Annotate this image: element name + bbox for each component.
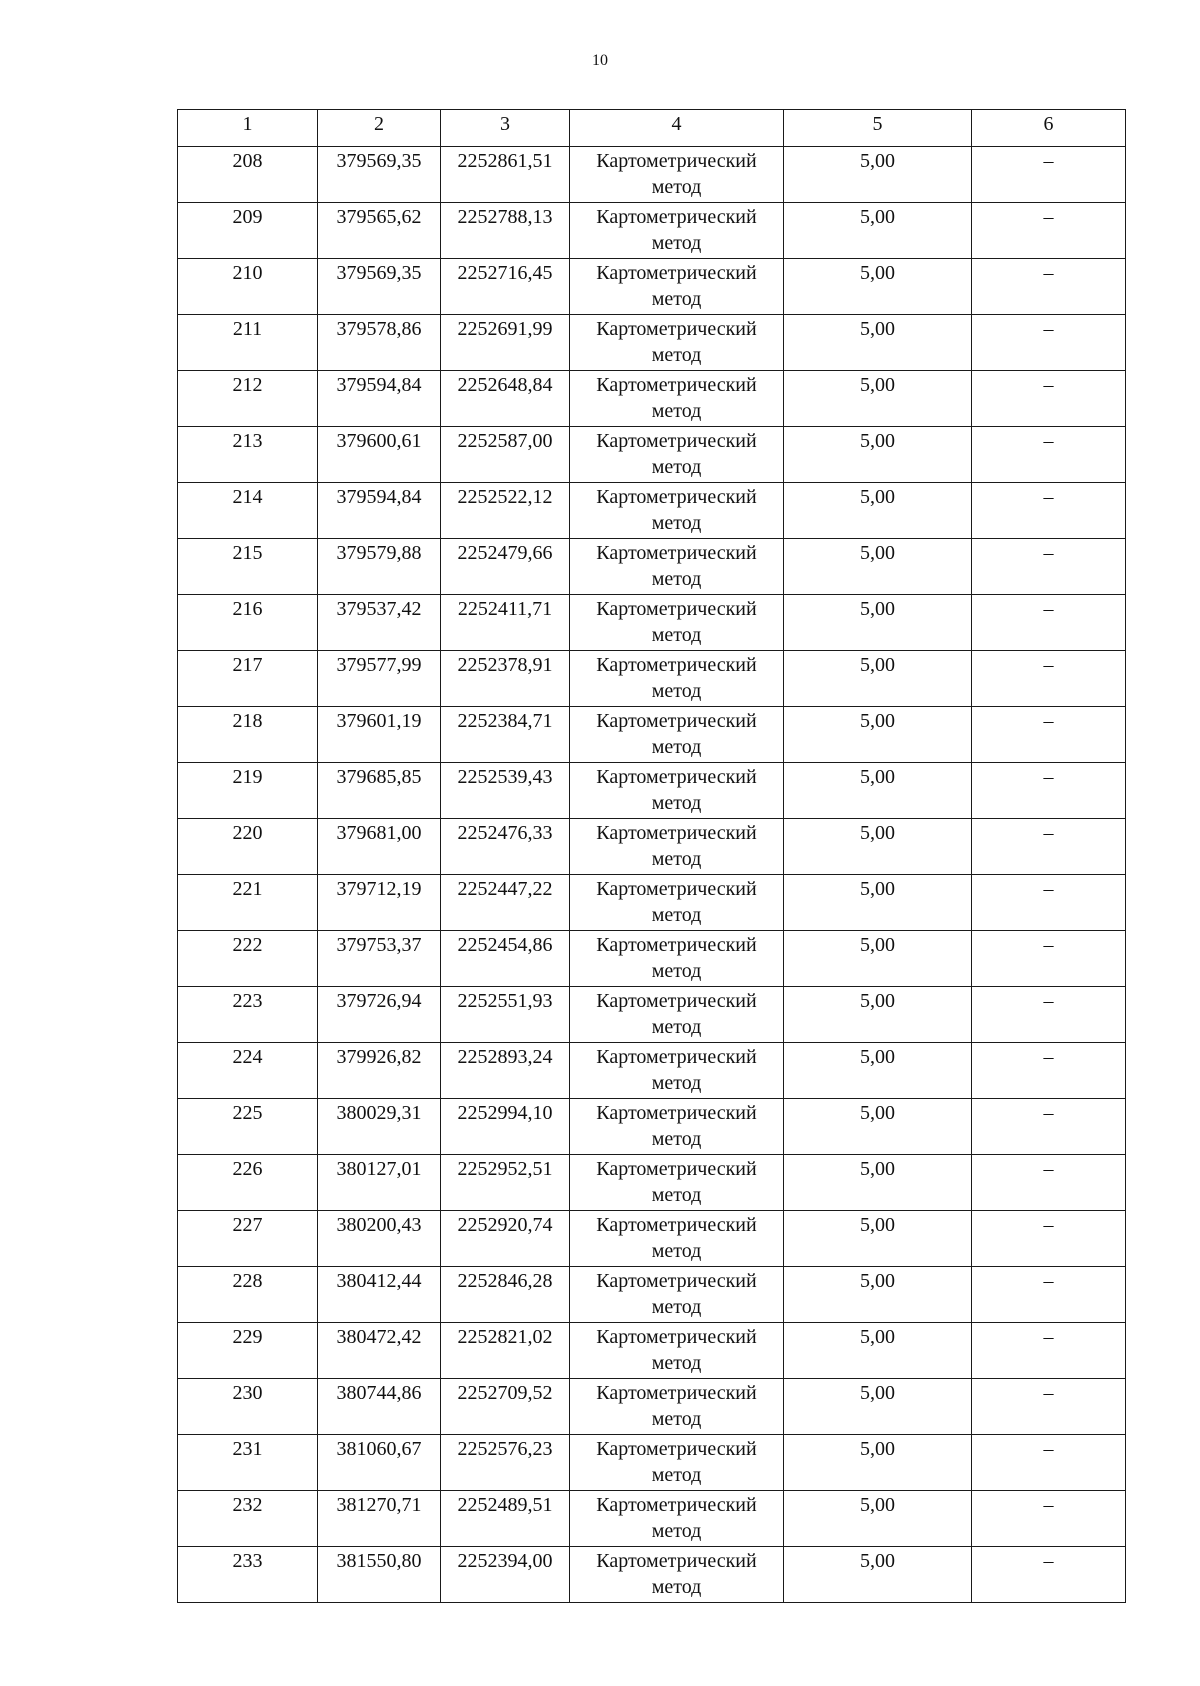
y-coordinate-cell: 2252384,71 (441, 707, 570, 763)
accuracy-cell: 5,00 (784, 1211, 972, 1267)
y-coordinate-cell: 2252447,22 (441, 875, 570, 931)
table-row (178, 483, 1126, 539)
method-label-line-1: Картометрический (596, 374, 757, 396)
method-label-line-2: метод (651, 680, 702, 702)
table-row (178, 707, 1126, 763)
column-header-2: 2 (318, 110, 441, 147)
y-coordinate-cell: 2252479,66 (441, 539, 570, 595)
method-cell (570, 987, 784, 1043)
x-coordinate-cell: 381550,80 (318, 1547, 441, 1603)
table-row (178, 427, 1126, 483)
method-cell (570, 539, 784, 595)
method-label-line-1: Картометрический (596, 1550, 757, 1572)
method-label-line-2: метод (651, 624, 702, 646)
accuracy-cell: 5,00 (784, 819, 972, 875)
accuracy-cell: 5,00 (784, 1435, 972, 1491)
table-header-row (178, 110, 1126, 147)
method-label-line-1: Картометрический (596, 710, 757, 732)
accuracy-cell: 5,00 (784, 651, 972, 707)
y-coordinate-cell: 2252846,28 (441, 1267, 570, 1323)
y-coordinate-cell: 2252691,99 (441, 315, 570, 371)
point-number-cell: 214 (178, 483, 318, 539)
method-label-line-2: метод (651, 400, 702, 422)
method-cell (570, 931, 784, 987)
y-coordinate-cell: 2252551,93 (441, 987, 570, 1043)
note-cell: – (972, 987, 1126, 1043)
method-label-line-1: Картометрический (596, 1214, 757, 1236)
method-label-line-2: метод (651, 1408, 702, 1430)
note-cell: – (972, 1211, 1126, 1267)
point-number-cell: 216 (178, 595, 318, 651)
method-label-line-1: Картометрический (596, 1326, 757, 1348)
note-cell: – (972, 1267, 1126, 1323)
accuracy-cell: 5,00 (784, 595, 972, 651)
note-cell: – (972, 539, 1126, 595)
table-row (178, 1323, 1126, 1379)
method-label-line-2: метод (651, 1520, 702, 1542)
table-row (178, 1099, 1126, 1155)
method-label-line-1: Картометрический (596, 1494, 757, 1516)
table-row (178, 987, 1126, 1043)
table-row (178, 1379, 1126, 1435)
accuracy-cell: 5,00 (784, 1099, 972, 1155)
method-label-line-2: метод (651, 176, 702, 198)
note-cell: – (972, 203, 1126, 259)
method-label-line-1: Картометрический (596, 1046, 757, 1068)
table-row (178, 315, 1126, 371)
x-coordinate-cell: 381270,71 (318, 1491, 441, 1547)
table-row (178, 1211, 1126, 1267)
method-label-line-1: Картометрический (596, 934, 757, 956)
point-number-cell: 232 (178, 1491, 318, 1547)
method-label-line-1: Картометрический (596, 206, 757, 228)
table-row (178, 371, 1126, 427)
y-coordinate-cell: 2252920,74 (441, 1211, 570, 1267)
table-row (178, 1043, 1126, 1099)
y-coordinate-cell: 2252788,13 (441, 203, 570, 259)
table-row (178, 147, 1126, 203)
note-cell: – (972, 763, 1126, 819)
note-cell: – (972, 147, 1126, 203)
method-label-line-2: метод (651, 1128, 702, 1150)
method-cell (570, 1379, 784, 1435)
x-coordinate-cell: 380472,42 (318, 1323, 441, 1379)
x-coordinate-cell: 379569,35 (318, 259, 441, 315)
method-label-line-2: метод (651, 904, 702, 926)
point-number-cell: 220 (178, 819, 318, 875)
x-coordinate-cell: 379926,82 (318, 1043, 441, 1099)
accuracy-cell: 5,00 (784, 1547, 972, 1603)
method-label-line-1: Картометрический (596, 318, 757, 340)
y-coordinate-cell: 2252476,33 (441, 819, 570, 875)
page-number: 10 (592, 52, 608, 69)
note-cell: – (972, 1099, 1126, 1155)
note-cell: – (972, 931, 1126, 987)
table-row (178, 651, 1126, 707)
method-label-line-1: Картометрический (596, 1382, 757, 1404)
method-cell (570, 875, 784, 931)
accuracy-cell: 5,00 (784, 427, 972, 483)
accuracy-cell: 5,00 (784, 987, 972, 1043)
point-number-cell: 226 (178, 1155, 318, 1211)
method-label-line-1: Картометрический (596, 1438, 757, 1460)
accuracy-cell: 5,00 (784, 1155, 972, 1211)
accuracy-cell: 5,00 (784, 931, 972, 987)
method-cell (570, 1435, 784, 1491)
accuracy-cell: 5,00 (784, 315, 972, 371)
table-row (178, 875, 1126, 931)
method-label-line-1: Картометрический (596, 1270, 757, 1292)
method-cell (570, 427, 784, 483)
method-label-line-2: метод (651, 1184, 702, 1206)
method-label-line-2: метод (651, 232, 702, 254)
method-cell (570, 595, 784, 651)
point-number-cell: 227 (178, 1211, 318, 1267)
method-cell (570, 707, 784, 763)
x-coordinate-cell: 379685,85 (318, 763, 441, 819)
method-label-line-1: Картометрический (596, 766, 757, 788)
method-label-line-2: метод (651, 736, 702, 758)
column-header-5: 5 (784, 110, 972, 147)
point-number-cell: 221 (178, 875, 318, 931)
method-cell (570, 315, 784, 371)
method-cell (570, 1155, 784, 1211)
method-cell (570, 1211, 784, 1267)
x-coordinate-cell: 380127,01 (318, 1155, 441, 1211)
y-coordinate-cell: 2252411,71 (441, 595, 570, 651)
accuracy-cell: 5,00 (784, 1043, 972, 1099)
coordinates-table (177, 109, 1126, 1603)
point-number-cell: 224 (178, 1043, 318, 1099)
point-number-cell: 211 (178, 315, 318, 371)
method-cell (570, 1043, 784, 1099)
accuracy-cell: 5,00 (784, 483, 972, 539)
note-cell: – (972, 1491, 1126, 1547)
accuracy-cell: 5,00 (784, 539, 972, 595)
y-coordinate-cell: 2252576,23 (441, 1435, 570, 1491)
accuracy-cell: 5,00 (784, 259, 972, 315)
point-number-cell: 210 (178, 259, 318, 315)
method-label-line-1: Картометрический (596, 654, 757, 676)
point-number-cell: 229 (178, 1323, 318, 1379)
x-coordinate-cell: 379681,00 (318, 819, 441, 875)
y-coordinate-cell: 2252539,43 (441, 763, 570, 819)
method-label-line-1: Картометрический (596, 990, 757, 1012)
method-label-line-1: Картометрический (596, 1158, 757, 1180)
accuracy-cell: 5,00 (784, 147, 972, 203)
y-coordinate-cell: 2252587,00 (441, 427, 570, 483)
method-label-line-1: Картометрический (596, 150, 757, 172)
method-cell (570, 1491, 784, 1547)
column-header-6: 6 (972, 110, 1126, 147)
method-label-line-1: Картометрический (596, 822, 757, 844)
y-coordinate-cell: 2252378,91 (441, 651, 570, 707)
point-number-cell: 223 (178, 987, 318, 1043)
table-row (178, 1267, 1126, 1323)
note-cell: – (972, 1043, 1126, 1099)
method-label-line-1: Картометрический (596, 542, 757, 564)
note-cell: – (972, 707, 1126, 763)
x-coordinate-cell: 380744,86 (318, 1379, 441, 1435)
table-row (178, 1155, 1126, 1211)
table-row (178, 539, 1126, 595)
table-row (178, 819, 1126, 875)
point-number-cell: 209 (178, 203, 318, 259)
note-cell: – (972, 819, 1126, 875)
method-cell (570, 819, 784, 875)
y-coordinate-cell: 2252716,45 (441, 259, 570, 315)
x-coordinate-cell: 379565,62 (318, 203, 441, 259)
method-cell (570, 371, 784, 427)
y-coordinate-cell: 2252952,51 (441, 1155, 570, 1211)
method-label-line-1: Картометрический (596, 430, 757, 452)
method-label-line-2: метод (651, 344, 702, 366)
note-cell: – (972, 651, 1126, 707)
method-label-line-2: метод (651, 456, 702, 478)
point-number-cell: 225 (178, 1099, 318, 1155)
x-coordinate-cell: 379577,99 (318, 651, 441, 707)
method-label-line-2: метод (651, 288, 702, 310)
note-cell: – (972, 595, 1126, 651)
point-number-cell: 212 (178, 371, 318, 427)
accuracy-cell: 5,00 (784, 203, 972, 259)
table-row (178, 595, 1126, 651)
x-coordinate-cell: 379578,86 (318, 315, 441, 371)
x-coordinate-cell: 379726,94 (318, 987, 441, 1043)
method-label-line-2: метод (651, 568, 702, 590)
note-cell: – (972, 427, 1126, 483)
accuracy-cell: 5,00 (784, 1491, 972, 1547)
table-row (178, 1547, 1126, 1603)
method-cell (570, 1099, 784, 1155)
x-coordinate-cell: 379537,42 (318, 595, 441, 651)
note-cell: – (972, 315, 1126, 371)
method-label-line-1: Картометрический (596, 878, 757, 900)
point-number-cell: 218 (178, 707, 318, 763)
table-row (178, 1435, 1126, 1491)
method-label-line-2: метод (651, 1240, 702, 1262)
x-coordinate-cell: 379594,84 (318, 483, 441, 539)
point-number-cell: 230 (178, 1379, 318, 1435)
note-cell: – (972, 1155, 1126, 1211)
y-coordinate-cell: 2252489,51 (441, 1491, 570, 1547)
table-body (178, 147, 1126, 1603)
y-coordinate-cell: 2252861,51 (441, 147, 570, 203)
accuracy-cell: 5,00 (784, 1379, 972, 1435)
accuracy-cell: 5,00 (784, 1323, 972, 1379)
y-coordinate-cell: 2252454,86 (441, 931, 570, 987)
note-cell: – (972, 1435, 1126, 1491)
column-header-1: 1 (178, 110, 318, 147)
method-label-line-1: Картометрический (596, 598, 757, 620)
method-label-line-2: метод (651, 1352, 702, 1374)
point-number-cell: 215 (178, 539, 318, 595)
y-coordinate-cell: 2252893,24 (441, 1043, 570, 1099)
x-coordinate-cell: 379712,19 (318, 875, 441, 931)
method-label-line-2: метод (651, 512, 702, 534)
note-cell: – (972, 259, 1126, 315)
table-row (178, 259, 1126, 315)
note-cell: – (972, 1323, 1126, 1379)
x-coordinate-cell: 380029,31 (318, 1099, 441, 1155)
note-cell: – (972, 1547, 1126, 1603)
column-header-3: 3 (441, 110, 570, 147)
accuracy-cell: 5,00 (784, 763, 972, 819)
note-cell: – (972, 371, 1126, 427)
point-number-cell: 231 (178, 1435, 318, 1491)
y-coordinate-cell: 2252821,02 (441, 1323, 570, 1379)
point-number-cell: 233 (178, 1547, 318, 1603)
x-coordinate-cell: 380200,43 (318, 1211, 441, 1267)
accuracy-cell: 5,00 (784, 707, 972, 763)
method-cell (570, 763, 784, 819)
method-cell (570, 651, 784, 707)
x-coordinate-cell: 379594,84 (318, 371, 441, 427)
note-cell: – (972, 1379, 1126, 1435)
method-label-line-2: метод (651, 1072, 702, 1094)
point-number-cell: 228 (178, 1267, 318, 1323)
method-cell (570, 1547, 784, 1603)
accuracy-cell: 5,00 (784, 371, 972, 427)
table-row (178, 931, 1126, 987)
x-coordinate-cell: 379600,61 (318, 427, 441, 483)
method-cell (570, 483, 784, 539)
table-row (178, 763, 1126, 819)
method-label-line-2: метод (651, 792, 702, 814)
method-label-line-2: метод (651, 1296, 702, 1318)
method-cell (570, 1323, 784, 1379)
method-cell (570, 259, 784, 315)
table-row (178, 1491, 1126, 1547)
x-coordinate-cell: 379753,37 (318, 931, 441, 987)
point-number-cell: 219 (178, 763, 318, 819)
method-label-line-2: метод (651, 960, 702, 982)
note-cell: – (972, 483, 1126, 539)
method-label-line-2: метод (651, 848, 702, 870)
x-coordinate-cell: 381060,67 (318, 1435, 441, 1491)
accuracy-cell: 5,00 (784, 1267, 972, 1323)
x-coordinate-cell: 379569,35 (318, 147, 441, 203)
y-coordinate-cell: 2252394,00 (441, 1547, 570, 1603)
method-label-line-1: Картометрический (596, 1102, 757, 1124)
method-label-line-1: Картометрический (596, 486, 757, 508)
method-label-line-1: Картометрический (596, 262, 757, 284)
accuracy-cell: 5,00 (784, 875, 972, 931)
y-coordinate-cell: 2252994,10 (441, 1099, 570, 1155)
column-header-4: 4 (570, 110, 784, 147)
method-cell (570, 203, 784, 259)
table-row (178, 203, 1126, 259)
method-cell (570, 147, 784, 203)
point-number-cell: 208 (178, 147, 318, 203)
method-label-line-2: метод (651, 1464, 702, 1486)
point-number-cell: 213 (178, 427, 318, 483)
point-number-cell: 217 (178, 651, 318, 707)
x-coordinate-cell: 380412,44 (318, 1267, 441, 1323)
point-number-cell: 222 (178, 931, 318, 987)
note-cell: – (972, 875, 1126, 931)
y-coordinate-cell: 2252522,12 (441, 483, 570, 539)
x-coordinate-cell: 379601,19 (318, 707, 441, 763)
method-label-line-2: метод (651, 1576, 702, 1598)
method-cell (570, 1267, 784, 1323)
y-coordinate-cell: 2252709,52 (441, 1379, 570, 1435)
y-coordinate-cell: 2252648,84 (441, 371, 570, 427)
x-coordinate-cell: 379579,88 (318, 539, 441, 595)
method-label-line-2: метод (651, 1016, 702, 1038)
